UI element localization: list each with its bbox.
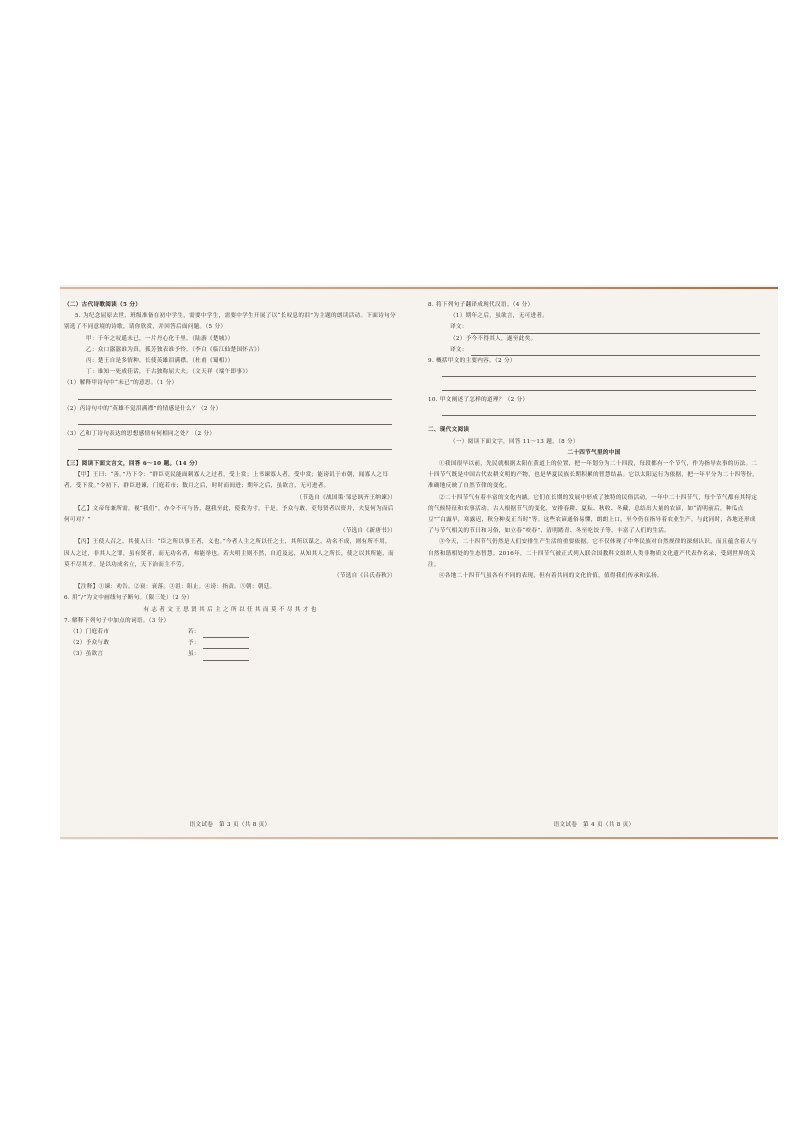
article-paragraph: ①我国很早以前，先民就根据太阳在黄道上的位置，把一年划分为二十四段，每段都有一个节气，作为指导农事的历法。二十四节气既是中国古代农耕文明的产物，也是华夏民族长期积累的智慧结晶。它以太阳运行为依据，把一年平分为二十四等份，准确地反映了自然节律的变化。	[428, 461, 759, 490]
answer-line[interactable]	[442, 406, 756, 416]
answer-line[interactable]	[442, 367, 756, 377]
sheet-top-edge	[60, 287, 778, 289]
q5-3: （3）乙和丁诗句表达的思想感情有何相同之处？（2 分）	[64, 430, 216, 437]
answer-line[interactable]	[78, 415, 392, 425]
poem-c: 丙：楚王自是多情种，长使英雄泪满襟。（杜甫《蜀相》）	[86, 358, 234, 365]
q8-1: （1）期年之后，虽欲言，无可进者。	[450, 313, 549, 320]
q7-blank[interactable]	[203, 652, 249, 661]
section-title-classical: 【三】阅读下面文言文，回答 6～10 题。（14 分）	[64, 461, 201, 468]
passage-yi: 【乙】文帝每兼所需，视“我们”，亦令不可与皆，越我至此，使我为寸。于是。予众与敢，吏每贤者以资并，夫复何为而后何可对？”	[64, 505, 394, 524]
q7-word: 予：	[188, 640, 200, 647]
translation-line[interactable]	[428, 322, 760, 333]
q7: 7. 解释下列句子中加点的词语。（3 分）	[64, 617, 170, 624]
passage-jia-source: （节选自《战国策·邹忌讽齐王纳谏》）	[296, 494, 396, 501]
passage-jia: 【甲】王曰：“善。”乃下令：“群臣吏民能面刺寡人之过者，受上赏；上书谏寡人者，受中赏；能谤讥于市朝，闻寡人之耳者，受下赏。”令初下，群臣进谏，门庭若市；数月之后，时时而间进；期年之后，虽欲言，无可进者。	[64, 472, 389, 490]
subsection-title: （一）阅读下面文字，回答 11～13 题。（8 分）	[450, 438, 579, 445]
translation-line[interactable]	[428, 345, 760, 356]
page-3	[64, 300, 396, 835]
poem-a: 甲：千年之叹遥未已，一片丹心化千里。（陆游《楚城》）	[86, 335, 234, 342]
q7-phrase: （3）虽欲言	[70, 651, 104, 658]
q5-1: （1）解释甲诗句中“未已”的意思。（1 分）	[64, 380, 178, 387]
q7-phrase: （2）予众与敢	[70, 640, 110, 647]
article-paragraph: ②二十四节气有着丰富的文化内涵。它们在长期的发展中形成了独特的民俗活动。一年中二十四节气，每个节气都有其特定的气候特征和农事活动。古人根据节气的变化，安排春耕、夏耘、秋收、冬藏，总结出大量的农谚，如“清明前后，种瓜点豆”“白露早，寒露迟，秋分种麦正当时”等。这些农谚通俗易懂，朗朗上口，至今仍在指导着农业生产。与此同时，各地还形成了与节气相关的节日和习俗，如立春“咬春”、清明踏青、冬至吃饺子等，丰富了人们的生活。	[428, 494, 758, 535]
poem-d: 丁：谁知一死成佳话，千古独称屈大夫。（文天祥《端午即事》）	[86, 369, 252, 376]
answer-line[interactable]	[78, 440, 392, 450]
article-paragraph: ④各地二十四节气虽各有不同的表现，但有着共同的文化价值，值得我们传承和弘扬。	[439, 573, 663, 580]
q7-table	[64, 627, 396, 661]
answer-line[interactable]	[78, 390, 392, 400]
q5-intro: 5. 为纪念屈原去世，班级准备在初中学生，需要中学生，需要中学生开展了以“长叹息的泪”为主题的朗读活动。下面诗句分别选了不同意境的诗歌，请你欣赏，并回答后面问题。（5 分）	[64, 313, 396, 331]
q7-row	[64, 649, 396, 660]
translation-label: 译文：	[450, 346, 468, 353]
article-title: 二十四节气里的中国	[567, 449, 621, 456]
page-footer: 语文试卷 第 3 页（共 8 页）	[189, 821, 271, 828]
page-footer: 语文试卷 第 4 页（共 8 页）	[553, 821, 635, 828]
section-title-poetry: （二）古代诗歌阅读（5 分）	[64, 302, 142, 308]
q6-sentence: 有 志 者 文 王 思 贤 其 后 主 之 所 以 任 其 而 莫 不 尽 其 才 也	[143, 606, 317, 613]
article-paragraph: ③今天，二十四节气仍然是人们安排生产生活的重要依据。它不仅体现了中华民族对自然规律的深刻认识，而且蕴含着人与自然和谐相处的生态智慧。2016年，二十四节气被正式列入联合国教科文组织人类非物质文化遗产代表作名录，受到世界的关注。	[428, 539, 758, 568]
q7-blank[interactable]	[203, 640, 249, 649]
q10: 10. 甲文阐述了怎样的道理？（2 分）	[428, 397, 529, 404]
q8-2: （2）予今不得其人，遂至此矣。	[450, 335, 537, 342]
page-4	[428, 300, 760, 835]
q7-word: 虽：	[188, 651, 200, 658]
passage-yi-source: （节选自《新唐书》）	[339, 528, 396, 535]
q9: 9. 概括甲文的主要内容。（2 分）	[428, 358, 516, 365]
q7-row	[64, 638, 396, 649]
q6: 6. 用“/”为文中画线句子断句。（限三处）（2 分）	[64, 595, 193, 602]
answer-line[interactable]	[442, 381, 756, 391]
q7-row	[64, 627, 396, 638]
poem-b: 乙：众口嚣嚣谁为真，孤芳独表谁予怜。（李白《临江仙楚国怀古》）	[86, 346, 264, 353]
passage-bing-source: （节选自《吕氏春秋》）	[333, 573, 396, 580]
annotation-note: 【注释】①谏：劝告。②衰：衰落。③沮：阻止。④谤：指责。⑤朝：朝廷。	[75, 584, 276, 591]
section-title-modern: 二、现代文阅读	[428, 427, 470, 434]
q7-phrase: （1）门庭若市	[70, 629, 110, 636]
q8: 8. 将下列句子翻译成现代汉语。（4 分）	[428, 302, 534, 308]
passage-bing: 【丙】王使人召之，其使人曰：“臣之所以事王者，义也。”今者人主之所以任之士，其所以谋之，功名不成，则有所不用，因人之过，非其人之罪，虽有贤者，而无功名者，弗能举也。若夫明主则不然，自近及远，从知其人之所长，使之以其所能，而莫不尽其才。是以功成名立，天下治而主不劳。	[64, 539, 395, 568]
q7-blank[interactable]	[203, 629, 249, 638]
q5-2: （2）丙诗句中的“英雄不觉泪满襟”的情感是什么？（2 分）	[64, 405, 222, 412]
translation-label: 译文：	[450, 324, 468, 331]
sheet-bottom-edge	[60, 837, 778, 839]
q7-word: 若：	[188, 629, 200, 636]
